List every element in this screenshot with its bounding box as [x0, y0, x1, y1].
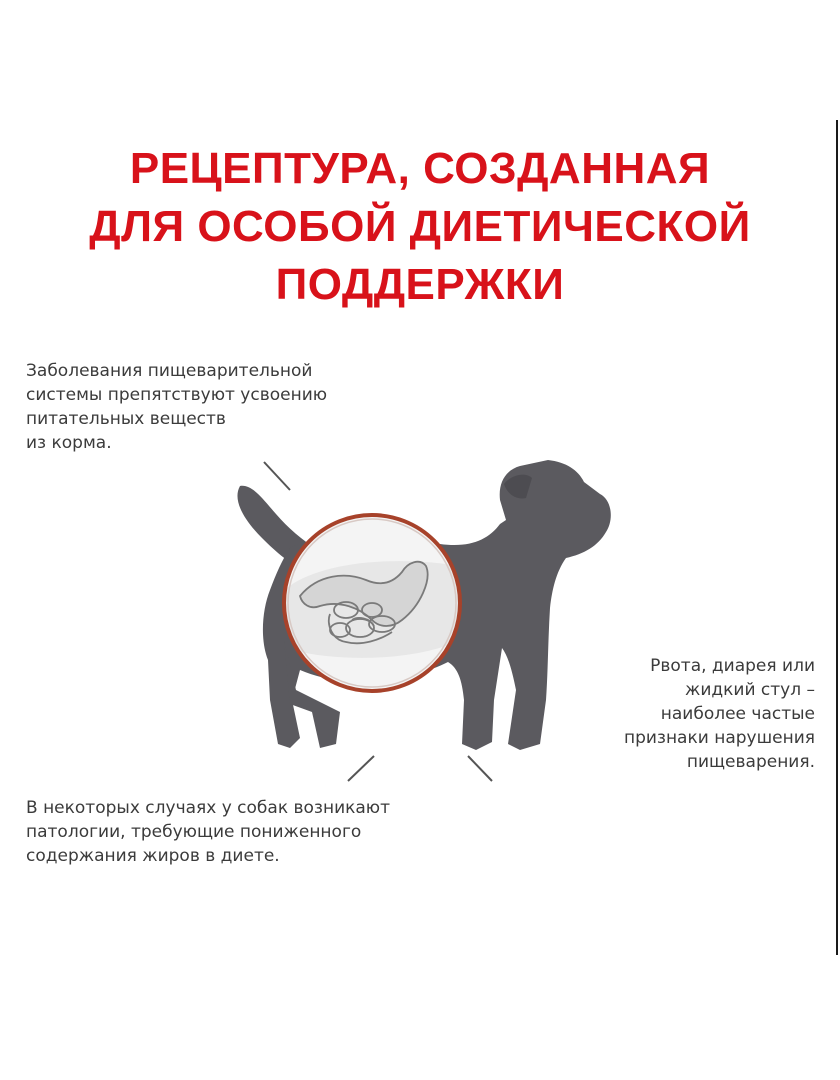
callout-line: В некоторых случаях у собак возникают [26, 798, 391, 818]
callout-line: признаки нарушения [623, 728, 815, 748]
callout-line: Заболевания пищеварительной [26, 361, 313, 381]
callout-line: патологии, требующие пониженного [26, 822, 362, 842]
callout-line: питательных веществ [26, 409, 226, 429]
leader-line-bottom-left [26, 756, 374, 781]
callout-line: наиболее частые [660, 704, 815, 724]
leader-line-top [26, 462, 290, 490]
callout-line: содержания жиров в диете. [26, 846, 280, 866]
callout-line: пищеварения. [686, 752, 815, 772]
callout-line: жидкий стул – [685, 680, 815, 700]
callout-line: Рвота, диарея или [650, 656, 815, 676]
digestive-system-ring [284, 515, 460, 691]
headline-line-2: ДЛЯ ОСОБОЙ ДИЕТИЧЕСКОЙ [89, 202, 751, 251]
headline-line-3: ПОДДЕРЖКИ [275, 260, 565, 309]
headline-line-1: РЕЦЕПТУРА, СОЗДАННАЯ [129, 144, 711, 193]
leader-line-bottom-right [468, 756, 816, 781]
callout-line: системы препятствуют усвоению [26, 385, 328, 405]
callout-line: из корма. [26, 433, 112, 453]
